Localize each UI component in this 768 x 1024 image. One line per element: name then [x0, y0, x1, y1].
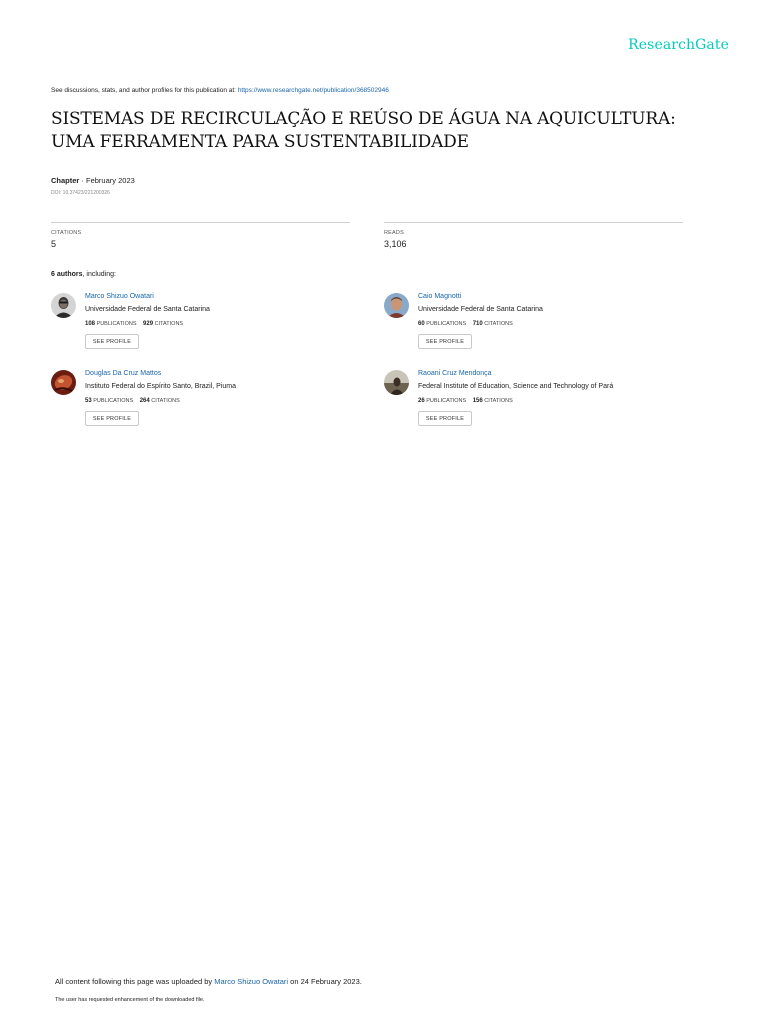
publication-type: Chapter [51, 176, 80, 185]
discussion-line [51, 87, 389, 94]
publication-date: · February 2023 [79, 176, 135, 185]
publication-doi: DOI: 10.37423/221200326 [51, 190, 110, 196]
publication-title: SISTEMAS DE RECIRCULAÇÃO E REÚSO DE ÁGUA NA AQUICULTURA: UMA FERRAMENTA PARA SUSTENTABILIDADE [51, 109, 676, 152]
author-name[interactable]: Marco Shizuo Owatari [85, 293, 154, 300]
publications-count: 108 [85, 321, 96, 327]
upload-suffix: on 24 February 2023. [288, 977, 362, 986]
discussion-text: See discussions, stats, and author profiles for this publication at: [51, 87, 236, 94]
citations-label: CITATIONS [484, 398, 513, 404]
upload-prefix: All content following this page was uploaded by [55, 977, 215, 986]
authors-suffix: , including: [82, 271, 116, 278]
researchgate-logo[interactable]: ResearchGate [628, 37, 729, 53]
publication-link[interactable]: https://www.researchgate.net/publication/368502946 [237, 87, 389, 94]
author-stats [418, 321, 513, 327]
publication-meta [51, 176, 135, 185]
citations-count: 156 [472, 398, 483, 404]
reads-label: READS [384, 230, 404, 236]
author-name[interactable]: Douglas Da Cruz Mattos [85, 370, 162, 377]
author-institution: Universidade Federal de Santa Catarina [85, 306, 210, 313]
author-stats [85, 398, 180, 404]
upload-notice [55, 977, 362, 986]
author-institution: Federal Institute of Education, Science and Technology of Pará [418, 383, 614, 390]
publications-count: 26 [418, 398, 425, 404]
publications-label: PUBLICATIONS [426, 398, 467, 404]
publications-count: 60 [418, 321, 425, 327]
author-stats [85, 321, 183, 327]
avatar[interactable] [384, 370, 409, 395]
publications-count: 53 [85, 398, 92, 404]
author-stats [418, 398, 513, 404]
avatar[interactable] [384, 293, 409, 318]
author-name[interactable]: Raoani Cruz Mendonça [418, 370, 492, 377]
divider [384, 222, 683, 223]
divider [51, 222, 350, 223]
author-institution: Instituto Federal do Espírito Santo, Brazil, Piuma [85, 383, 236, 390]
avatar[interactable] [51, 370, 76, 395]
publications-label: PUBLICATIONS [426, 321, 467, 327]
citations-label: CITATIONS [154, 321, 184, 327]
citations-count: 264 [139, 398, 150, 404]
publications-label: PUBLICATIONS [93, 398, 134, 404]
author-name[interactable]: Caio Magnotti [418, 293, 462, 300]
citations-count: 710 [472, 321, 483, 327]
see-profile-button[interactable]: SEE PROFILE [418, 334, 472, 349]
citations-label: CITATIONS [51, 230, 82, 236]
citations-label: CITATIONS [151, 398, 180, 404]
uploader-link[interactable]: Marco Shizuo Owatari [214, 977, 289, 986]
citations-value: 5 [51, 239, 57, 249]
avatar[interactable] [51, 293, 76, 318]
author-institution: Universidade Federal de Santa Catarina [418, 306, 543, 313]
enhancement-note: The user has requested enhancement of the downloaded file. [55, 997, 205, 1003]
citations-count: 929 [143, 321, 154, 327]
citations-label: CITATIONS [484, 321, 513, 327]
see-profile-button[interactable]: SEE PROFILE [85, 411, 139, 426]
see-profile-button[interactable]: SEE PROFILE [418, 411, 472, 426]
see-profile-button[interactable]: SEE PROFILE [85, 334, 139, 349]
authors-count: 6 authors [51, 271, 83, 278]
authors-header [51, 271, 116, 278]
publications-label: PUBLICATIONS [96, 321, 137, 327]
reads-value: 3,106 [384, 239, 407, 249]
